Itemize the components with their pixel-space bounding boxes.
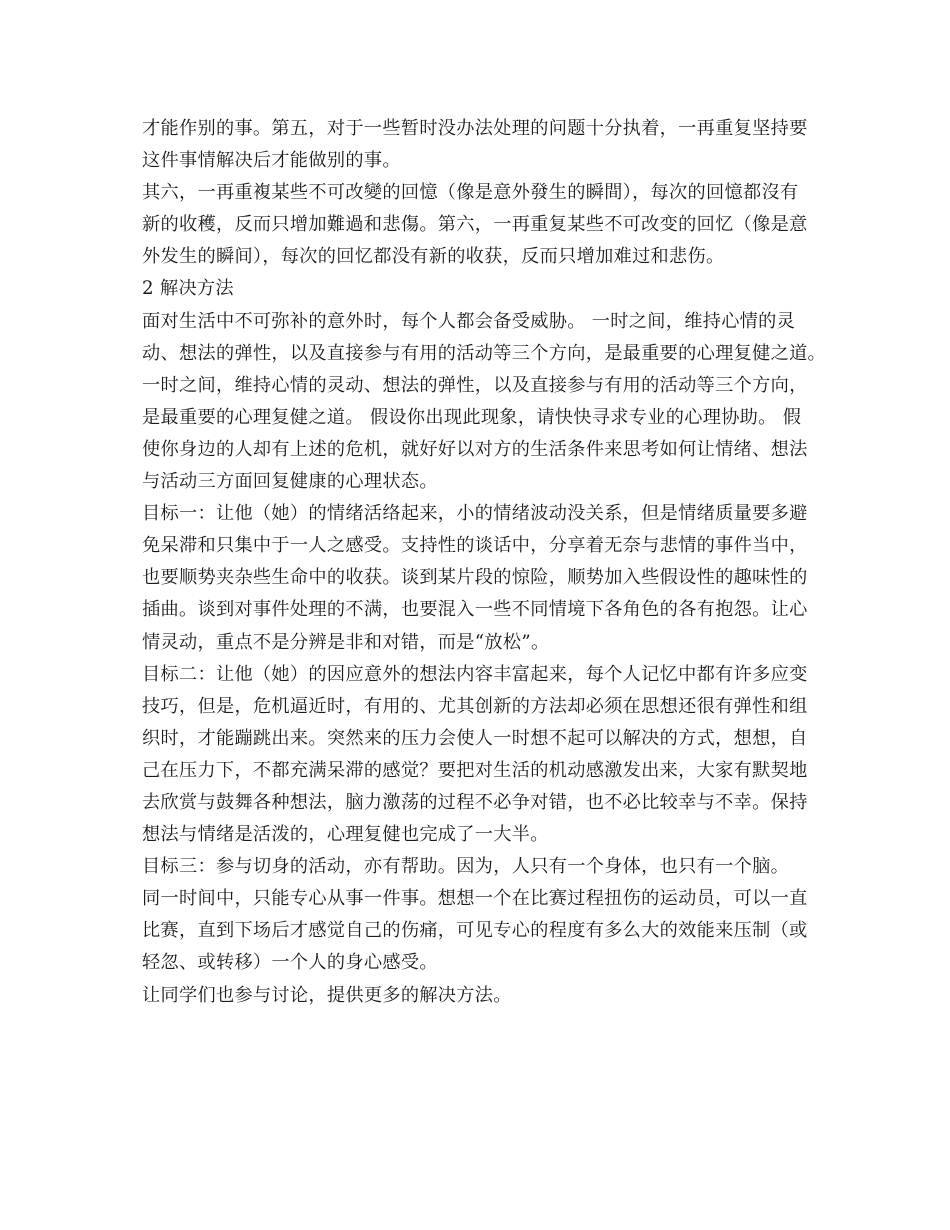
document-body <box>142 113 827 1012</box>
text-line: 外发生的瞬间），每次的回忆都没有新的收获，反而只增加难过和悲伤。 <box>142 246 725 268</box>
text-line: 让同学们也参与讨论，提供更多的解决方法。 <box>142 984 512 1006</box>
text-line: 也要顺势夹杂些生命中的收获。谈到某片段的惊险，顺势加入些假设性的趣味性的 <box>142 567 808 589</box>
text-line: 目标二：让他（她）的因应意外的想法内容丰富起来，每个人记忆中都有许多应变 <box>142 663 808 685</box>
text-line: 比赛，直到下场后才感觉自己的伤痛，可见专心的程度有多么大的效能来压制（或 <box>142 920 808 942</box>
text-line: 使你身边的人却有上述的危机，就好好以对方的生活条件来思考如何让情绪、想法 <box>142 438 808 460</box>
text-line: 轻忽、或转移）一个人的身心感受。 <box>142 952 438 974</box>
text-line: 这件事情解决后才能做别的事。 <box>142 150 401 172</box>
text-line: 是最重要的心理复健之道。 假设你出现此现象，请快快寻求专业的心理协助。 假 <box>142 406 802 428</box>
text-line: 目标三：参与切身的活动，亦有帮助。因为，人只有一个身体，也只有一个脑。 <box>142 856 790 878</box>
text-line: 同一时间中，只能专心从事一件事。想想一个在比赛过程扭伤的运动员，可以一直 <box>142 888 808 910</box>
text-line: 情灵动，重点不是分辨是非和对错，而是“放松”。 <box>142 631 550 653</box>
text-line: 织时，才能蹦跳出来。突然来的压力会使人一时想不起可以解决的方式，想想，自 <box>142 727 808 749</box>
text-line: 一时之间，维持心情的灵动、想法的弹性，以及直接参与有用的活动等三个方向， <box>142 374 808 396</box>
text-line: 想法与情绪是活泼的，心理复健也完成了一大半。 <box>142 824 549 846</box>
text-line: 目标一：让他（她）的情绪活络起来，小的情绪波动没关系，但是情绪质量要多避 <box>142 503 808 525</box>
text-line: 插曲。谈到对事件处理的不满，也要混入一些不同情境下各角色的各有抱怨。让心 <box>142 599 808 621</box>
text-line: 新的收穫，反而只增加難過和悲傷。第六，一再重复某些不可改变的回忆（像是意 <box>142 214 808 236</box>
text-line: 才能作别的事。第五，对于一些暂时没办法处理的问题十分执着，一再重复坚持要 <box>142 118 808 139</box>
text-line: 技巧，但是，危机逼近时，有用的、尤其创新的方法却必须在思想还很有弹性和组 <box>142 695 808 717</box>
text-line: 去欣赏与鼓舞各种想法，脑力激荡的过程不必争对错，也不必比较幸与不幸。保持 <box>142 791 808 813</box>
text-line: 与活动三方面回复健康的心理状态。 <box>142 471 438 493</box>
text-line: 动、想法的弹性，以及直接参与有用的活动等三个方向，是最重要的心理复健之道。 <box>142 342 827 364</box>
section-heading: 2 解决方法 <box>142 278 234 300</box>
text-line: 己在压力下，不都充满呆滞的感觉？要把对生活的机动感激发出来，大家有默契地 <box>142 759 808 781</box>
text-line: 面对生活中不可弥补的意外时，每个人都会备受威胁。 一时之间，维持心情的灵 <box>142 310 796 332</box>
text-line: 免呆滞和只集中于一人之感受。支持性的谈话中，分享着无奈与悲情的事件当中， <box>142 535 808 557</box>
text-line: 其六，一再重複某些不可改變的回憶（像是意外發生的瞬間），每次的回憶都沒有 <box>142 182 799 204</box>
